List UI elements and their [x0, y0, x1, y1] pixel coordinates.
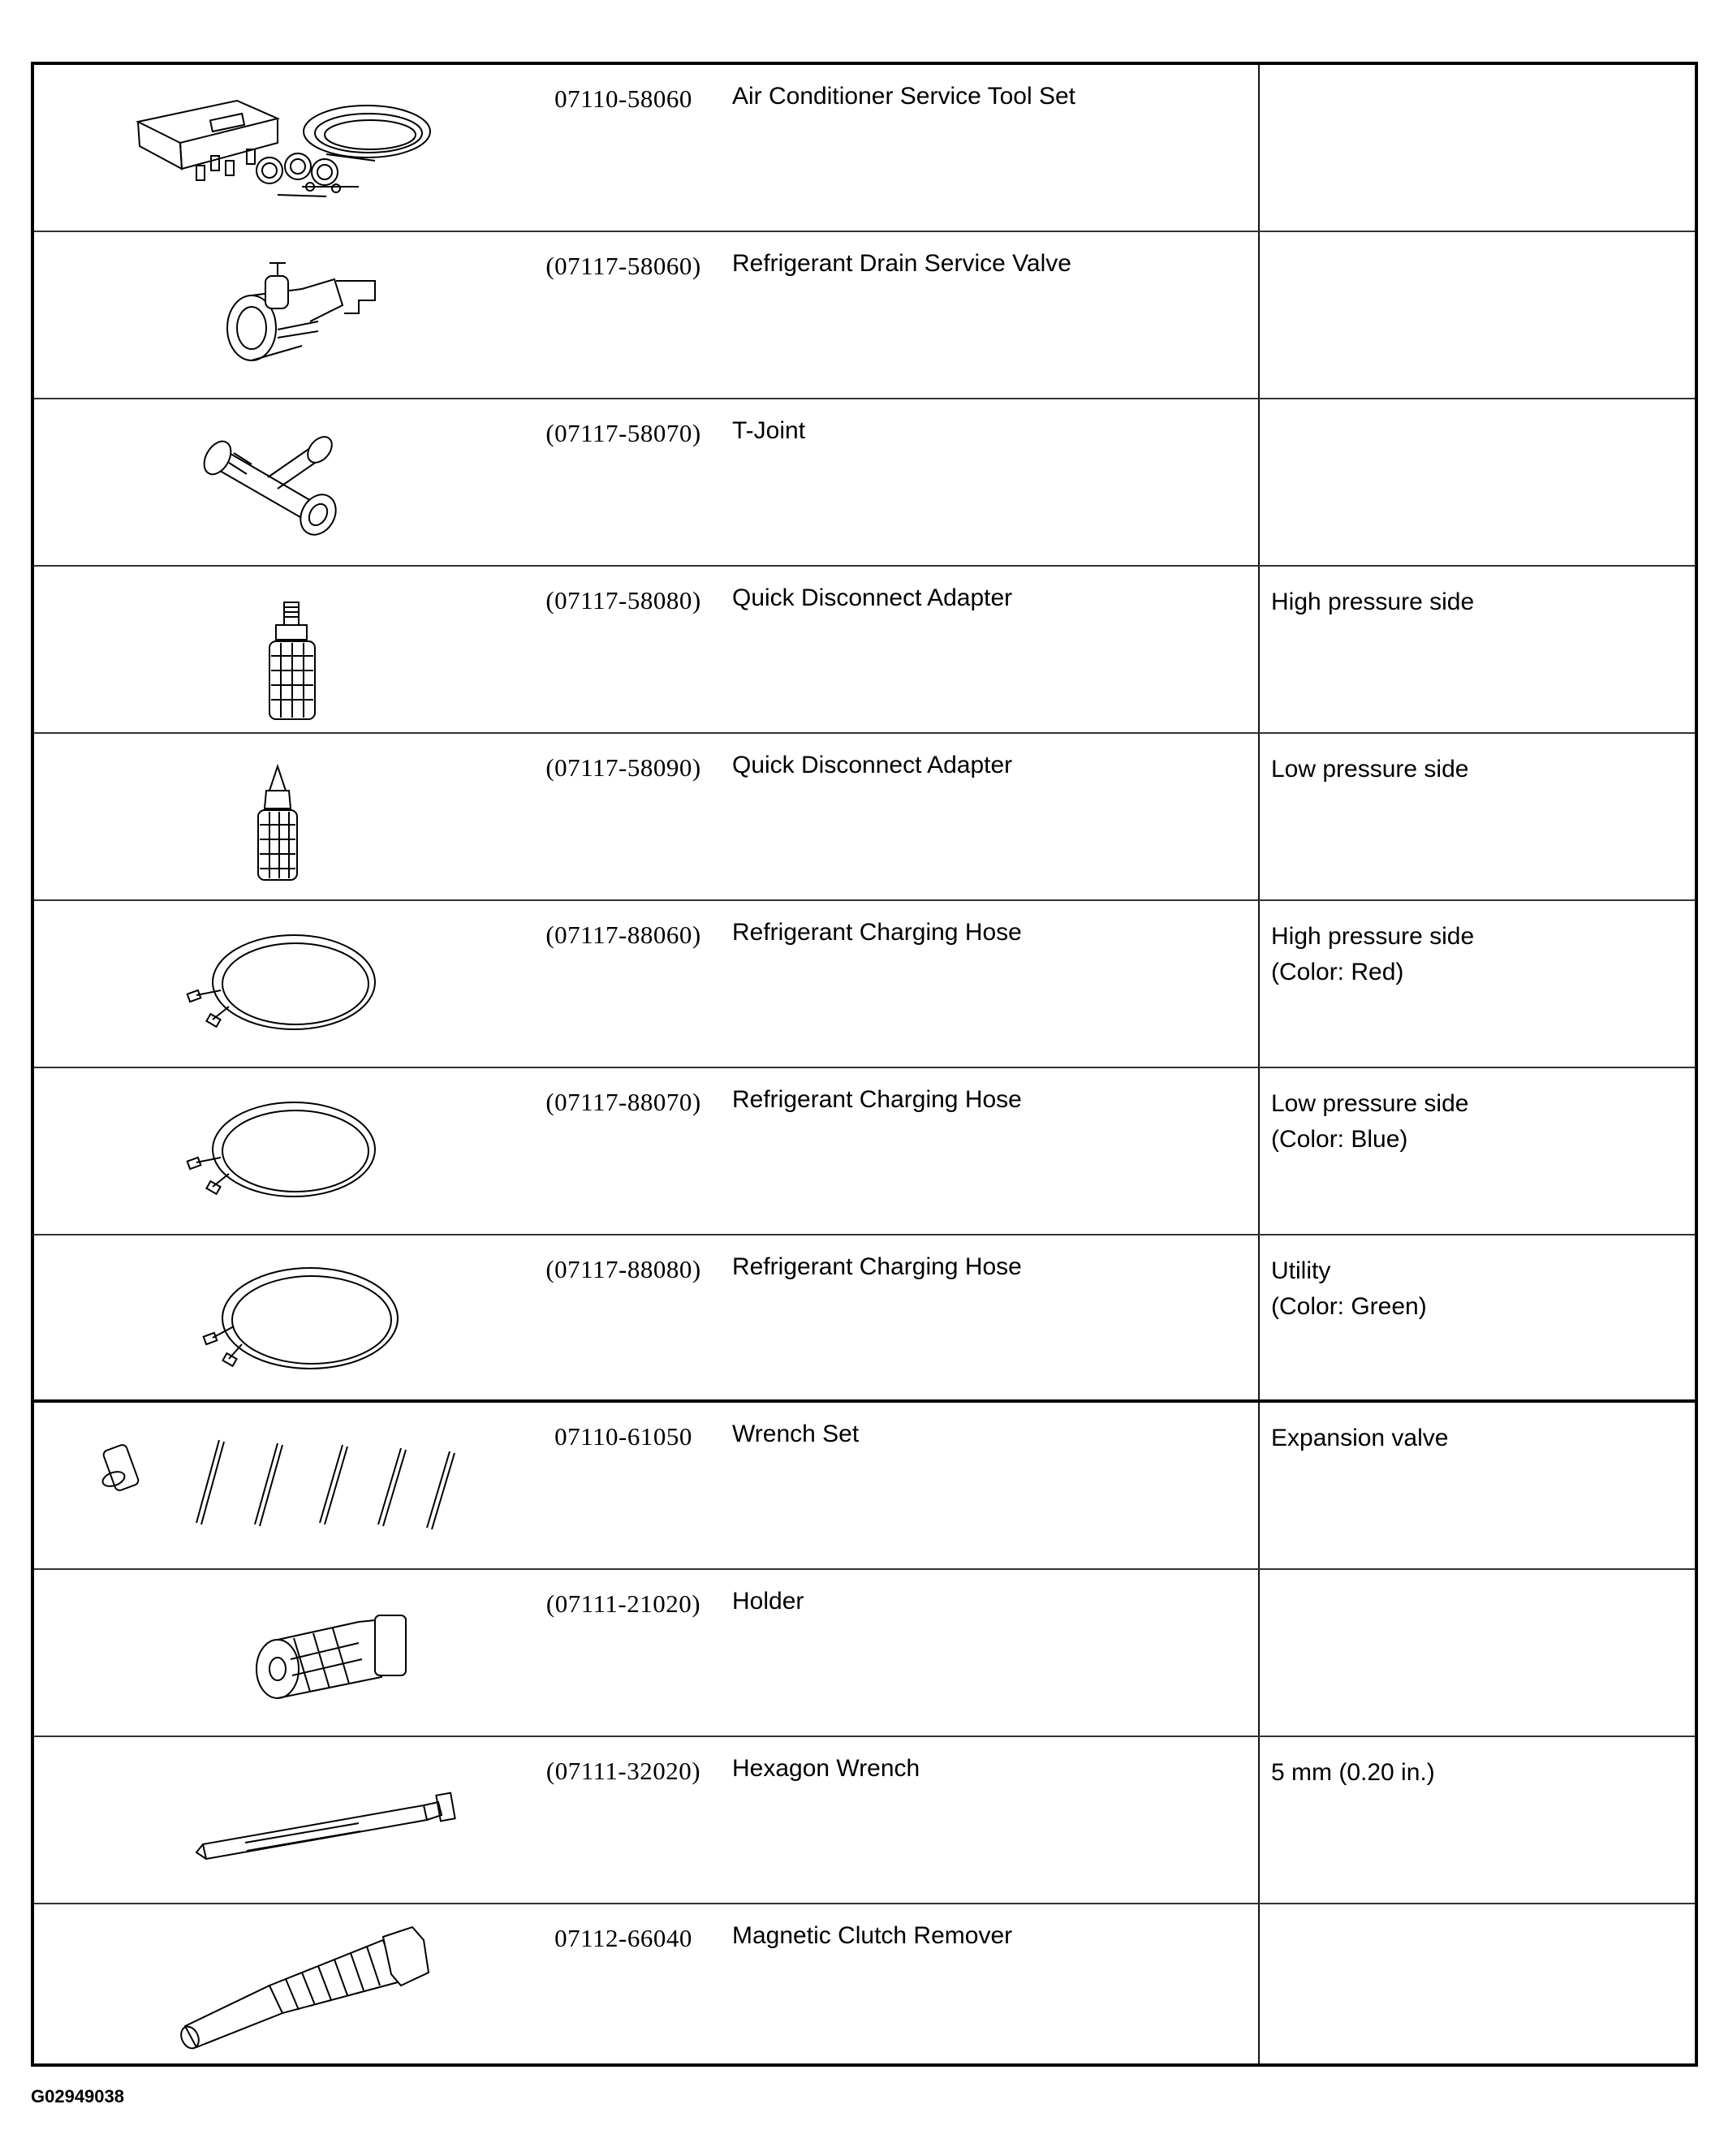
tool-row-3: [34, 399, 1695, 567]
tool-row-4: [34, 567, 1695, 734]
note-line-1: High pressure side: [1271, 923, 1475, 950]
tool-note: [1271, 919, 1474, 990]
note-line-2: (Color: Green): [1271, 1293, 1427, 1320]
note-line-1: Low pressure side: [1271, 1090, 1469, 1117]
tool-row-6: [34, 901, 1695, 1068]
tool-row-1: [34, 65, 1695, 232]
part-number: (07117-88060): [545, 921, 701, 949]
tool-name: Magnetic Clutch Remover: [732, 1922, 1013, 1949]
tool-name: Refrigerant Charging Hose: [732, 919, 1022, 946]
tool-row-9: [34, 1403, 1695, 1570]
tool-name: Refrigerant Charging Hose: [732, 1086, 1022, 1113]
tool-note: [1271, 752, 1468, 787]
tool-note: [1271, 1086, 1468, 1158]
service-tool-set-icon: [34, 65, 521, 231]
tool-row-7: [34, 1068, 1695, 1235]
tool-row-11: [34, 1737, 1695, 1904]
hexagon-wrench-icon: [34, 1737, 521, 1903]
charging-hose-icon: [34, 1068, 521, 1234]
tool-row-12: [34, 1904, 1695, 2072]
tool-note: [1271, 584, 1474, 620]
tool-name: Air Conditioner Service Tool Set: [732, 83, 1075, 110]
part-number: (07117-88070): [545, 1088, 701, 1116]
part-number: (07111-21020): [545, 1589, 701, 1618]
tool-name: Refrigerant Drain Service Valve: [732, 250, 1071, 277]
note-line-1: Low pressure side: [1271, 756, 1469, 783]
part-number: 07110-58060: [554, 84, 692, 113]
quick-disconnect-adapter-icon: [34, 567, 521, 732]
charging-hose-icon: [34, 901, 521, 1067]
note-line-1: Expansion valve: [1271, 1425, 1449, 1451]
tool-name: Quick Disconnect Adapter: [732, 584, 1013, 611]
holder-icon: [34, 1570, 521, 1736]
tool-name: Holder: [732, 1588, 804, 1615]
part-number: (07117-58090): [545, 753, 701, 782]
part-number: 07112-66040: [554, 1924, 692, 1952]
part-number: (07111-32020): [545, 1757, 701, 1785]
wrench-set-icon: [34, 1403, 521, 1568]
tool-row-8: [34, 1235, 1695, 1403]
part-number: (07117-88080): [545, 1255, 701, 1283]
part-number: (07117-58070): [545, 419, 701, 447]
tool-name: T-Joint: [732, 417, 806, 444]
tool-note: [1271, 1253, 1427, 1325]
magnetic-clutch-remover-icon: [34, 1904, 521, 2070]
note-line-1: 5 mm (0.20 in.): [1271, 1759, 1435, 1786]
charging-hose-icon: [34, 1235, 521, 1401]
note-line-2: (Color: Red): [1271, 959, 1404, 985]
tool-name: Wrench Set: [732, 1421, 860, 1447]
tool-row-2: [34, 232, 1695, 399]
figure-code: G02949038: [31, 2086, 124, 2106]
note-line-1: High pressure side: [1271, 589, 1475, 615]
quick-disconnect-adapter-icon: [34, 734, 521, 899]
note-line-1: Utility: [1271, 1257, 1331, 1284]
t-joint-icon: [34, 399, 521, 565]
tool-row-10: [34, 1570, 1695, 1737]
tool-name: Quick Disconnect Adapter: [732, 752, 1013, 778]
part-number: (07117-58080): [545, 586, 701, 614]
tool-name: Hexagon Wrench: [732, 1755, 920, 1782]
special-service-tools-table: [31, 62, 1698, 2067]
part-number: (07117-58060): [545, 252, 701, 280]
tool-note: [1271, 1421, 1448, 1456]
part-number: 07110-61050: [554, 1422, 692, 1451]
note-line-2: (Color: Blue): [1271, 1126, 1408, 1153]
tool-row-5: [34, 734, 1695, 901]
tool-name: Refrigerant Charging Hose: [732, 1253, 1022, 1280]
drain-service-valve-icon: [34, 232, 521, 398]
tool-note: [1271, 1755, 1435, 1791]
